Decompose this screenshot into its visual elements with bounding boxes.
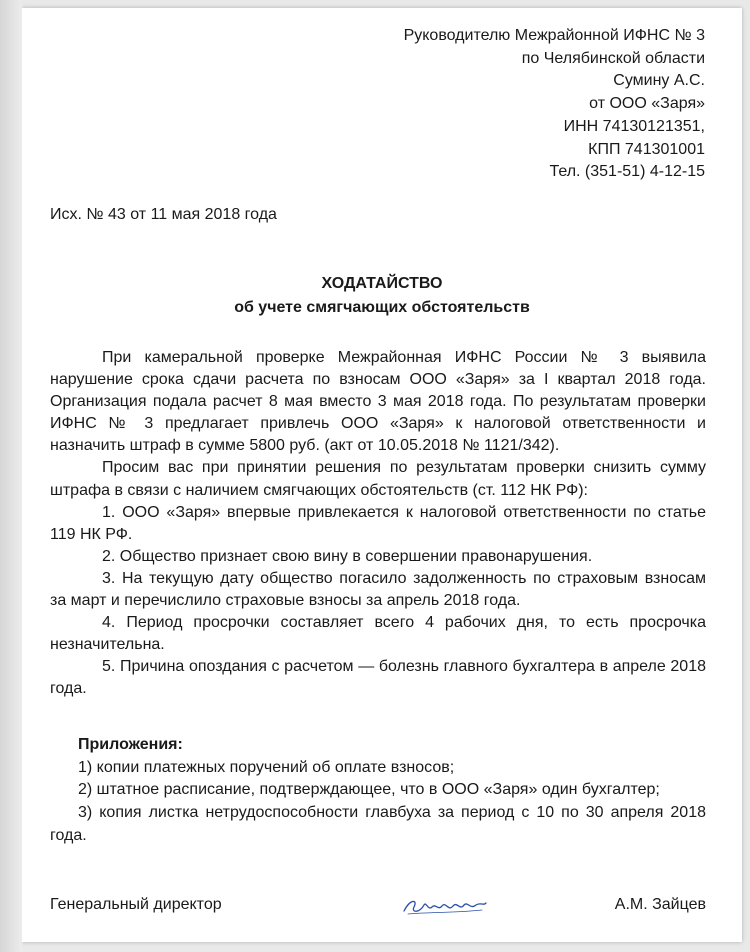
attachments-section	[50, 734, 706, 848]
addressee-line: от ООО «Заря»	[589, 95, 705, 113]
body-paragraph: При камеральной проверке Межрайонная ИФНС России № 3 выявила нарушение срока сдачи расчета по взносам ООО «Заря» за I квартал 2018 года. Организация подала расчет 8 мая вместо 3 мая 2018 года. По результатам проверки ИФНС № 3 предлагает привлечь ООО «Заря» к налоговой ответственности и назначить штраф в сумме 5800 руб. (акт от 10.05.2018 № 1121/342).	[50, 349, 706, 455]
signature-row	[50, 893, 706, 919]
signer-position: Генеральный директор	[50, 896, 222, 913]
handwritten-signature	[400, 893, 490, 919]
addressee-line: по Челябинской области	[521, 49, 705, 67]
body-paragraph: 3. На текущую дату общество погасило задолженность по страховым взносам за март и перечислило страховые взносы за апрель 2018 года.	[50, 569, 706, 610]
attachments-header: Приложения:	[78, 736, 183, 753]
document-body	[50, 347, 706, 701]
body-paragraph: 2. Общество признает свою вину в совершении правонарушения.	[102, 547, 593, 565]
document-page	[22, 8, 742, 942]
outgoing-number: Исх. № 43 от 11 мая 2018 года	[50, 206, 277, 223]
attachment-item: 3) копия листка нетрудоспособности главбуха за период с 10 по 30 апреля 2018 года.	[50, 804, 706, 844]
addressee-line: Тел. (351-51) 4-12-15	[549, 163, 705, 181]
body-paragraph: 1. ООО «Заря» впервые привлекается к налоговой ответственности по статье 119 НК РФ.	[50, 503, 706, 543]
document-subtitle: об учете смягчающих обстоятельств	[234, 299, 530, 316]
body-paragraph: 4. Период просрочки составляет всего 4 рабочих дня, то есть просрочка незначительна.	[50, 614, 706, 654]
document-title: ХОДАТАЙСТВО	[321, 275, 443, 292]
body-paragraph: 5. Причина опоздания с расчетом — болезнь главного бухгалтера в апреле 2018 года.	[50, 658, 706, 698]
addressee-line: Сумину А.С.	[613, 72, 705, 90]
addressee-line: ИНН 74130121351,	[563, 117, 705, 135]
addressee-line: КПП 741301001	[588, 140, 705, 158]
attachment-item: 1) копии платежных поручений об оплате взносов;	[78, 758, 455, 776]
signer-name: А.М. Зайцев	[614, 896, 706, 913]
addressee-line: Руководителю Межрайонной ИФНС № 3	[403, 27, 705, 44]
addressee-block	[404, 25, 705, 184]
body-paragraph: Просим вас при принятии решения по результатам проверки снизить сумму штрафа в связи с наличием смягчающих обстоятельств (ст. 112 НК РФ):	[50, 459, 706, 499]
attachment-item: 2) штатное расписание, подтверждающее, что в ООО «Заря» один бухгалтер;	[78, 781, 660, 799]
